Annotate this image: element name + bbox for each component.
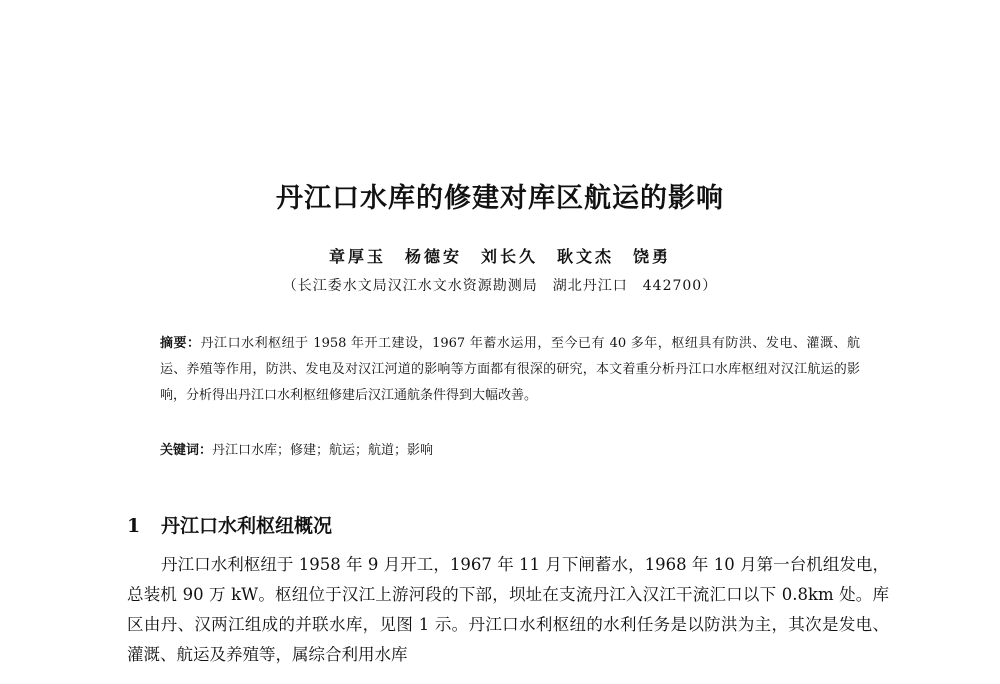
body-paragraph [127, 550, 889, 670]
abstract [160, 331, 860, 409]
keywords [160, 440, 860, 462]
body-paragraph-text: 丹江口水利枢纽于 1958 年 9 月开工，1967 年 11 月下闸蓄水，1968 年 10 月第一台机组发电，总装机 90 万 kW。枢纽位于汉江上游河段的下部，坝址在支流丹江入汉江干流汇口以下 0.8km 处。库区由丹、汉两江组成的并联水库，见图 1 示。丹江口水利枢纽的水利任务是以防洪为主，其次是发电、灌溉、航运及养殖等，属综合利用水库 [127, 555, 889, 664]
affiliation: （长江委水文局汉江水文水资源勘测局 湖北丹江口 442700） [282, 278, 718, 294]
abstract-text: 丹江口水利枢纽于 1958 年开工建设，1967 年蓄水运用，至今已有 40 多年，枢纽具有防洪、发电、灌溉、航运、养殖等作用，防洪、发电及对汉江河道的影响等方面都有很深的研究，本文着重分析丹江口水库枢纽对汉江航运的影响，分析得出丹江口水利枢纽修建后汉江通航条件得到大幅改善。 [160, 336, 860, 403]
keywords-label: 关键词： [160, 443, 213, 458]
author-list: 章厚玉 杨德安 刘长久 耿文杰 饶勇 [328, 247, 671, 266]
section-number: 1 [127, 515, 141, 537]
section-title: 丹江口水利枢纽概况 [161, 515, 333, 537]
abstract-label: 摘要： [160, 336, 201, 351]
section-heading [127, 511, 332, 538]
paper-title: 丹江口水库的修建对库区航运的影响 [276, 183, 724, 214]
keywords-text: 丹江口水库；修建；航运；航道；影响 [212, 443, 434, 458]
